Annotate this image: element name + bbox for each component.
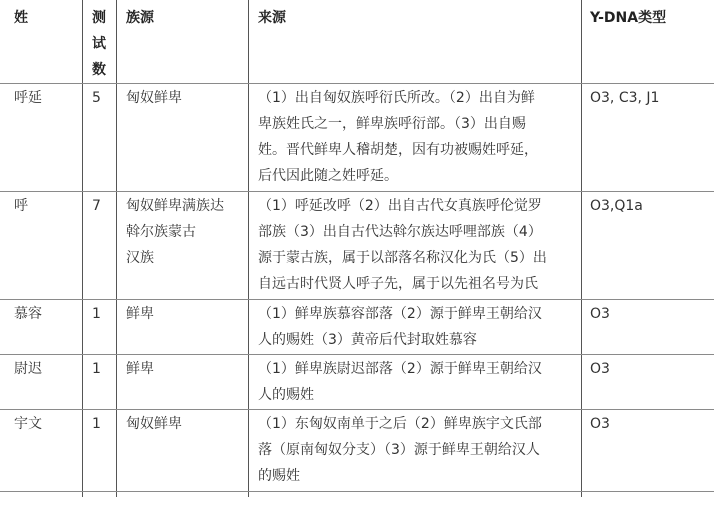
row-ethnic-origin	[126, 411, 244, 437]
row-ydna: O3,Q1a	[590, 198, 643, 214]
ethnic-line: 匈奴鲜卑	[126, 90, 182, 106]
ethnic-line: 汉族	[126, 250, 154, 266]
row-surname: 呼	[14, 198, 28, 214]
col-border	[116, 0, 117, 497]
col-border	[248, 0, 249, 497]
row-border	[0, 191, 714, 192]
source-line: 的赐姓	[258, 468, 300, 484]
row-source	[258, 411, 574, 489]
header-count-line: 数	[92, 62, 106, 78]
row-surname: 呼延	[14, 90, 42, 106]
row-count: 7	[92, 198, 101, 214]
row-source	[258, 85, 574, 189]
ethnic-line: 斡尔族蒙古	[126, 224, 196, 240]
row-count: 1	[92, 416, 101, 432]
row-ydna: O3	[590, 306, 610, 322]
source-line: （1）东匈奴南单于之后（2）鲜卑族宇文氏部	[258, 416, 542, 432]
header-count-line: 测	[92, 10, 106, 26]
ethnic-line: 匈奴鲜卑满族达	[126, 198, 224, 214]
header-surname: 姓	[14, 10, 28, 26]
row-count: 5	[92, 90, 101, 106]
ethnic-line: 鲜卑	[126, 306, 154, 322]
row-surname: 宇文	[14, 416, 42, 432]
row-ydna: O3	[590, 416, 610, 432]
source-line: 人的赐姓（3）黄帝后代封取姓慕容	[258, 332, 477, 348]
source-line: 卑族姓氏之一，鲜卑族呼衍部。（3）出自赐	[258, 116, 526, 132]
source-line: 姓。晋代鲜卑人稽胡楚，因有功被赐姓呼延，	[258, 142, 538, 158]
header-ydna: Y-DNA类型	[590, 10, 667, 26]
source-line: （1）呼延改呼（2）出自古代女真族呼伦觉罗	[258, 198, 542, 214]
source-line: （1）出自匈奴族呼衍氏所改。（2）出自为鲜	[258, 90, 535, 106]
col-border	[82, 0, 83, 497]
row-ethnic-origin	[126, 85, 244, 111]
row-source	[258, 301, 574, 353]
col-border	[581, 0, 582, 497]
row-count: 1	[92, 306, 101, 322]
row-count: 1	[92, 361, 101, 377]
row-border	[0, 299, 714, 300]
source-line: 落（原南匈奴分支）（3）源于鲜卑王朝给汉人	[258, 442, 540, 458]
row-surname: 尉迟	[14, 361, 42, 377]
row-border	[0, 354, 714, 355]
row-source	[258, 193, 574, 297]
row-ethnic-origin	[126, 193, 244, 271]
header-count	[92, 5, 112, 83]
source-line: 部族（3）出自古代达斡尔族达呼哩部族（4）	[258, 224, 542, 240]
source-line: 人的赐姓	[258, 387, 314, 403]
row-ydna: O3	[590, 361, 610, 377]
row-border	[0, 83, 714, 84]
ethnic-line: 鲜卑	[126, 361, 154, 377]
header-count-line: 试	[92, 36, 106, 52]
source-line: 源于蒙古族，属于以部落名称汉化为氏（5）出	[258, 250, 547, 266]
row-border	[0, 409, 714, 410]
source-line: 自远古时代贤人呼子先，属于以先祖名号为氏	[258, 276, 538, 292]
source-line: （1）鲜卑族慕容部落（2）源于鲜卑王朝给汉	[258, 306, 542, 322]
row-ydna: O3, C3, J1	[590, 90, 660, 106]
source-line: 后代因此随之姓呼延。	[258, 168, 398, 184]
row-ethnic-origin	[126, 356, 244, 382]
source-line: （1）鲜卑族尉迟部落（2）源于鲜卑王朝给汉	[258, 361, 542, 377]
row-source	[258, 356, 574, 408]
row-border	[0, 491, 714, 492]
header-source: 来源	[258, 10, 286, 26]
ethnic-line: 匈奴鲜卑	[126, 416, 182, 432]
row-ethnic-origin	[126, 301, 244, 327]
header-ethnic-origin: 族源	[126, 10, 154, 26]
row-surname: 慕容	[14, 306, 42, 322]
